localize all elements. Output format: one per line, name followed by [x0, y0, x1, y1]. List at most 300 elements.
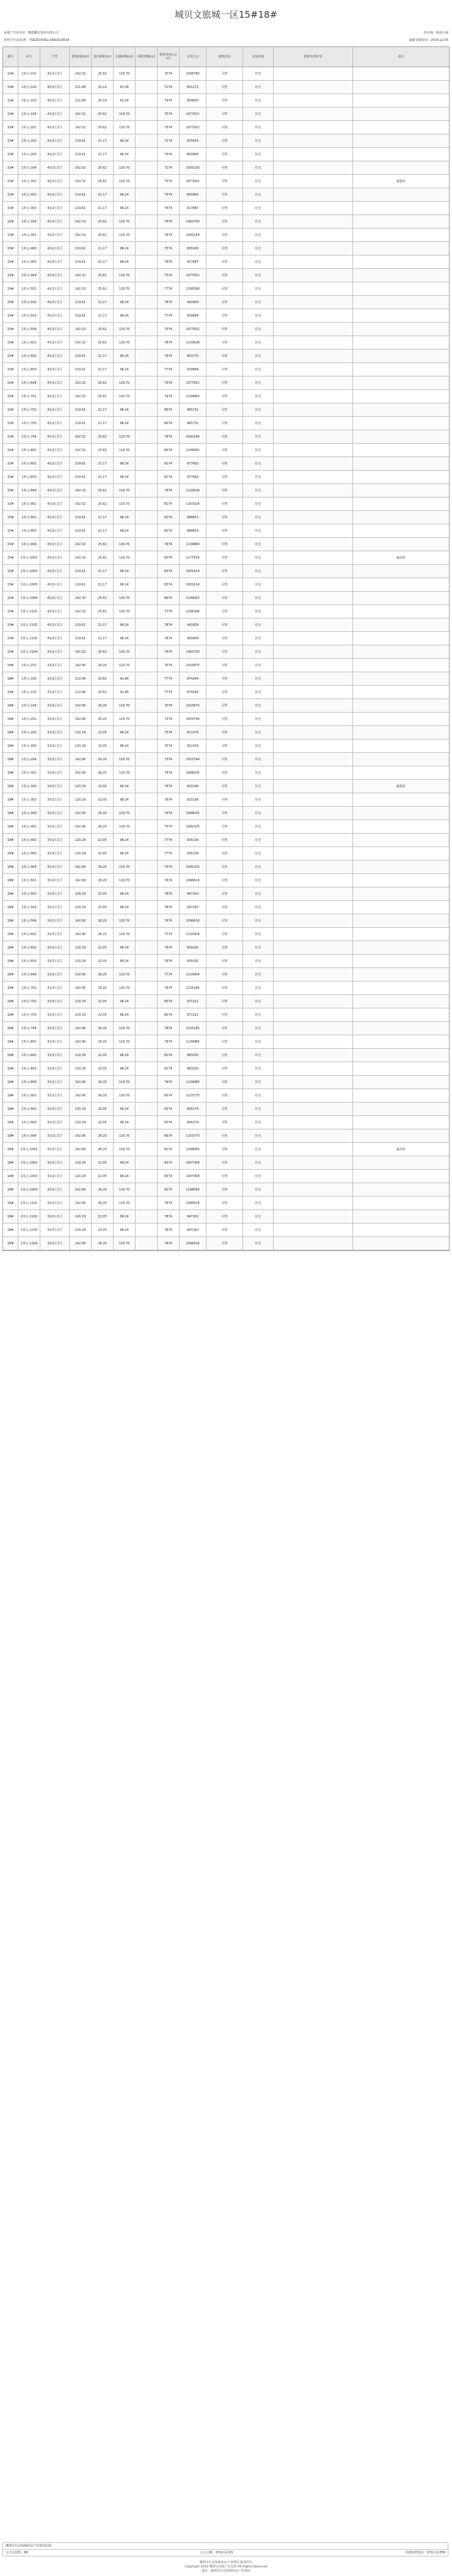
table-cell: 120.29 [70, 780, 92, 793]
table-cell: 116.70 [114, 699, 136, 712]
table-cell: 22.05 [92, 1049, 114, 1062]
table-cell: 3室2厅2卫 [40, 766, 70, 779]
table-cell: 3室2厅2卫 [40, 834, 70, 846]
table-cell [274, 861, 353, 873]
table-cell [274, 1022, 353, 1035]
table-cell: 983250 [180, 1062, 206, 1075]
table-cell: 4室2厅2卫 [40, 323, 70, 336]
table-cell [136, 161, 158, 174]
table-cell: 1153775 [180, 1089, 206, 1102]
table-cell: 26.20 [92, 699, 114, 712]
table-cell: 18# [3, 1049, 18, 1062]
table-cell: 7474 [158, 188, 180, 201]
table-cell [274, 215, 353, 228]
table-cell: 26.20 [92, 1143, 114, 1156]
table-cell: 116.70 [114, 1183, 136, 1196]
table-cell: 可售 [206, 914, 243, 927]
table-cell: 1001614 [180, 565, 206, 578]
table-cell: 98.24 [114, 188, 136, 201]
table-cell: 住宅 [243, 753, 274, 766]
table-row [3, 1129, 449, 1143]
table-cell: 18# [3, 699, 18, 712]
table-cell [353, 269, 449, 282]
table-cell: 142.32 [70, 484, 92, 497]
table-cell: 1035235 [180, 161, 206, 174]
table-cell: 3室2厅2卫 [40, 847, 70, 860]
table-cell: 120.29 [70, 1103, 92, 1115]
table-cell: 3室2厅2卫 [40, 1022, 70, 1035]
table-cell: 4室2厅2卫 [40, 524, 70, 537]
table-cell: 947163 [180, 1210, 206, 1223]
table-cell: 116.70 [114, 390, 136, 403]
table-cell: 893965 [180, 188, 206, 201]
table-cell: 住宅 [243, 1049, 274, 1062]
table-cell [353, 578, 449, 591]
table-cell: 1007308 [180, 1170, 206, 1183]
table-cell [274, 417, 353, 430]
table-cell [274, 766, 353, 779]
table-cell [353, 672, 449, 685]
table-cell: 25.62 [92, 390, 114, 403]
table-cell: 116.70 [114, 766, 136, 779]
table-cell: 可售 [206, 1170, 243, 1183]
table-cell: 7774 [158, 605, 180, 618]
table-cell: 4室2厅2卫 [40, 282, 70, 295]
table-cell [274, 1035, 353, 1048]
table-row [3, 417, 449, 430]
table-cell: 7974 [158, 955, 180, 967]
table-cell: 7174 [158, 81, 180, 94]
table-cell: 1单元-801 [18, 444, 40, 457]
table-cell: 可售 [206, 968, 243, 981]
table-cell: 142.32 [70, 282, 92, 295]
table-cell: 3室2厅2卫 [40, 1116, 70, 1129]
table-cell: 1092164 [180, 229, 206, 241]
table-cell: 可售 [206, 955, 243, 967]
table-cell: 住宅 [243, 511, 274, 524]
table-cell: 120.29 [70, 1224, 92, 1236]
table-cell: 住宅 [243, 1183, 274, 1196]
table-cell: 3室2厅2卫 [40, 739, 70, 752]
table-cell [274, 565, 353, 578]
table-cell: 21.17 [92, 363, 114, 376]
table-cell: 21.17 [92, 565, 114, 578]
table-cell: 可售 [206, 202, 243, 215]
table-cell: 最低价 [396, 784, 406, 788]
table-cell [353, 820, 449, 833]
table-cell: 住宅 [243, 578, 274, 591]
table-cell: 3室2厅2卫 [40, 874, 70, 887]
table-cell [353, 618, 449, 631]
table-cell: 可售 [206, 1156, 243, 1169]
table-cell [274, 1116, 353, 1129]
table-cell: 941809 [180, 296, 206, 309]
table-cell [353, 793, 449, 806]
table-cell: 116.70 [114, 108, 136, 120]
table-cell: 1077931 [180, 323, 206, 336]
table-cell [136, 67, 158, 80]
table-cell [274, 444, 353, 457]
table-cell: 7574 [158, 861, 180, 873]
table-cell [353, 1237, 449, 1250]
table-cell: 1096616 [180, 1237, 206, 1250]
table-cell: 7274 [158, 161, 180, 174]
table-cell: 7874 [158, 1022, 180, 1035]
table-cell: 住宅 [243, 390, 274, 403]
table-cell: 142.32 [70, 538, 92, 551]
table-cell: 116.70 [114, 1197, 136, 1209]
table-row [3, 645, 449, 659]
table-cell: 1106396 [180, 605, 206, 618]
table-cell: 116.70 [114, 269, 136, 282]
table-cell: 1110904 [180, 928, 206, 941]
table-cell [136, 94, 158, 107]
table-cell: 142.90 [70, 766, 92, 779]
table-cell [274, 551, 353, 564]
table-cell [274, 632, 353, 645]
table-cell: 住宅 [243, 659, 274, 672]
table-row [3, 861, 449, 874]
table-cell: 15# [3, 202, 18, 215]
table-cell: 7574 [158, 376, 180, 389]
table-cell [353, 323, 449, 336]
table-cell: 98.24 [114, 350, 136, 362]
table-cell: 4室2厅2卫 [40, 403, 70, 416]
table-cell: 142.90 [70, 982, 92, 994]
table-cell: 1单元-202 [18, 726, 40, 739]
table-cell [274, 955, 353, 967]
table-cell: 18# [3, 713, 18, 725]
table-cell: 18# [3, 901, 18, 914]
table-cell: 7674 [158, 1237, 180, 1250]
table-cell: 4室2厅2卫 [40, 94, 70, 107]
table-cell: 住宅 [243, 94, 274, 107]
table-row [3, 726, 449, 739]
table-cell: 1单元-1004 [18, 1183, 40, 1196]
table-cell: 可售 [206, 632, 243, 645]
table-body [3, 67, 449, 1250]
table-cell: 3室2厅2卫 [40, 968, 70, 981]
table-cell: 8374 [158, 565, 180, 578]
table-row [3, 1170, 449, 1183]
table-cell [136, 672, 158, 685]
table-cell [353, 739, 449, 752]
table-cell: 7674 [158, 430, 180, 443]
table-cell: 3室2厅2卫 [40, 928, 70, 941]
table-cell: 917887 [180, 202, 206, 215]
table-cell: 8274 [158, 1116, 180, 1129]
table-cell: 可售 [206, 524, 243, 537]
table-cell [274, 121, 353, 134]
table-cell: 120.29 [70, 1156, 92, 1169]
table-cell: 1010875 [180, 699, 206, 712]
table-cell [136, 834, 158, 846]
table-row [3, 376, 449, 390]
table-cell: 3室2厅2卫 [40, 1156, 70, 1169]
table-cell [136, 861, 158, 873]
table-row [3, 887, 449, 901]
table-cell: 18# [3, 928, 18, 941]
table-cell: 26.20 [92, 820, 114, 833]
table-cell [353, 390, 449, 403]
table-cell: 1149092 [180, 592, 206, 604]
table-cell: 120.29 [70, 887, 92, 900]
table-cell: 111.68 [70, 81, 92, 94]
table-cell [353, 202, 449, 215]
table-cell: 142.90 [70, 968, 92, 981]
table-cell: 3室2厅2卫 [40, 861, 70, 873]
table-cell: 98.24 [114, 471, 136, 483]
table-cell: 住宅 [243, 686, 274, 699]
table-row [3, 403, 449, 417]
table-cell: 15# [3, 605, 18, 618]
table-cell: 住宅 [243, 941, 274, 954]
table-cell [353, 901, 449, 914]
table-cell: 1单元-502 [18, 887, 40, 900]
table-cell: 1134860 [180, 390, 206, 403]
table-cell: 119.61 [70, 565, 92, 578]
table-cell [353, 699, 449, 712]
table-cell: 可售 [206, 780, 243, 793]
table-cell: 26.20 [92, 659, 114, 672]
table-cell: 住宅 [243, 484, 274, 497]
table-cell: 8174 [158, 471, 180, 483]
table-cell: 4室2厅2卫 [40, 565, 70, 578]
table-cell: 1单元-803 [18, 1062, 40, 1075]
table-cell: 可售 [206, 820, 243, 833]
table-cell: 21.17 [92, 350, 114, 362]
table-cell [274, 471, 353, 483]
table-cell: 98.24 [114, 726, 136, 739]
table-cell: 142.32 [70, 551, 92, 564]
table-cell [136, 766, 158, 779]
table-row [3, 484, 449, 497]
table-cell: 22.05 [92, 995, 114, 1008]
table-cell: 98.24 [114, 887, 136, 900]
table-cell: 住宅 [243, 565, 274, 578]
table-cell: 7874 [158, 1224, 180, 1236]
info-row-2 [0, 37, 452, 44]
table-cell: 116.70 [114, 1076, 136, 1088]
table-cell: 119.61 [70, 417, 92, 430]
table-cell: 25.62 [92, 538, 114, 551]
table-cell: 3室2厅2卫 [40, 1076, 70, 1088]
table-cell: 22.05 [92, 793, 114, 806]
table-cell: 可售 [206, 874, 243, 887]
table-cell: 3室2厅2卫 [40, 1170, 70, 1183]
table-cell: 15# [3, 551, 18, 564]
table-cell: 可售 [206, 726, 243, 739]
table-cell [136, 1129, 158, 1142]
table-row [3, 995, 449, 1008]
table-cell [136, 1143, 158, 1156]
table-cell: 1单元-603 [18, 955, 40, 967]
table-cell: 7474 [158, 645, 180, 658]
table-cell [353, 753, 449, 766]
table-cell: 7774 [158, 309, 180, 322]
table-cell: 1单元-204 [18, 161, 40, 174]
table-cell: 4室2厅2卫 [40, 336, 70, 349]
table-cell [136, 982, 158, 994]
table-cell: 25.62 [92, 551, 114, 564]
table-cell: 7874 [158, 901, 180, 914]
table-cell [274, 457, 353, 470]
table-cell: 4室2厅2卫 [40, 551, 70, 564]
table-cell: 1单元-401 [18, 820, 40, 833]
table-cell: 18# [3, 1224, 18, 1236]
table-cell: 116.70 [114, 605, 136, 618]
table-cell: 8074 [158, 1008, 180, 1021]
table-cell: 1010875 [180, 659, 206, 672]
table-row [3, 511, 449, 524]
table-cell: 1092164 [180, 430, 206, 443]
table-cell: 120.29 [70, 726, 92, 739]
table-cell: 4室2厅2卫 [40, 255, 70, 268]
table-row [3, 874, 449, 887]
table-cell: 4室2厅2卫 [40, 269, 70, 282]
table-cell: 120.29 [70, 739, 92, 752]
table-cell: 25.62 [92, 336, 114, 349]
table-cell: 1139485 [180, 1035, 206, 1048]
table-cell: 15# [3, 524, 18, 537]
table-cell: 98.24 [114, 1170, 136, 1183]
table-cell: 1单元-1103 [18, 1224, 40, 1236]
table-cell: 119.61 [70, 632, 92, 645]
table-cell: 3室2厅2卫 [40, 686, 70, 699]
table-cell: 15# [3, 296, 18, 309]
table-row [3, 323, 449, 336]
table-cell: 1单元-1001 [18, 1143, 40, 1156]
table-cell: 8274 [158, 511, 180, 524]
table-cell: 7974 [158, 1035, 180, 1048]
table-cell: 15# [3, 229, 18, 241]
table-cell: 111.68 [70, 94, 92, 107]
table-cell: 26.20 [92, 807, 114, 820]
table-cell: 住宅 [243, 269, 274, 282]
table-cell: 142.90 [70, 1143, 92, 1156]
table-row [3, 94, 449, 108]
table-cell: 971221 [180, 1008, 206, 1021]
table-cell: 21.17 [92, 511, 114, 524]
table-cell: 住宅 [243, 1035, 274, 1048]
table-cell: 可售 [206, 148, 243, 161]
table-row [3, 444, 449, 457]
table-cell: 26.20 [92, 753, 114, 766]
table-row [3, 551, 449, 565]
table-row [3, 1089, 449, 1103]
table-cell [136, 484, 158, 497]
table-cell [353, 108, 449, 120]
table-row [3, 282, 449, 296]
table-cell: 26.20 [92, 1035, 114, 1048]
table-row [3, 968, 449, 982]
table-cell: 住宅 [243, 551, 274, 564]
table-row [3, 497, 449, 511]
table-cell: 1单元-203 [18, 148, 40, 161]
table-cell: 15# [3, 430, 18, 443]
table-cell: 1001614 [180, 578, 206, 591]
table-cell: 住宅 [243, 538, 274, 551]
table-cell: 21.17 [92, 524, 114, 537]
footer-total: 合计总套数：88 [5, 2551, 28, 2555]
table-cell: 116.70 [114, 323, 136, 336]
table-cell [353, 565, 449, 578]
table-cell: 住宅 [243, 928, 274, 941]
table-cell: 21.17 [92, 417, 114, 430]
table-cell [274, 820, 353, 833]
table-cell: 116.70 [114, 713, 136, 725]
table-cell: 15# [3, 309, 18, 322]
footer-issuer: 鹰潭市住房保障和房产管理局监制 [5, 2544, 52, 2548]
table-cell: 住宅 [243, 1116, 274, 1129]
table-cell: 4室2厅2卫 [40, 457, 70, 470]
table-cell: 1106396 [180, 282, 206, 295]
table-cell: 25.62 [92, 175, 114, 188]
table-cell: 15# [3, 255, 18, 268]
table-cell: 15# [3, 148, 18, 161]
table-cell [353, 255, 449, 268]
table-cell [353, 968, 449, 981]
table-cell [136, 188, 158, 201]
table-cell: 116.70 [114, 645, 136, 658]
table-cell: 1单元-304 [18, 215, 40, 228]
table-cell [136, 605, 158, 618]
table-cell [274, 1049, 353, 1062]
table-cell: 1单元-1003 [18, 1170, 40, 1183]
table-cell: 112.46 [70, 686, 92, 699]
table-cell: 116.70 [114, 282, 136, 295]
table-cell: 26.20 [92, 766, 114, 779]
table-cell: 住宅 [243, 874, 274, 887]
table-cell: 可售 [206, 1183, 243, 1196]
table-cell: 住宅 [243, 605, 274, 618]
table-cell [274, 403, 353, 416]
table-row [3, 363, 449, 376]
table-cell: 15# [3, 645, 18, 658]
table-cell [353, 766, 449, 779]
table-cell: 住宅 [243, 901, 274, 914]
table-cell: 21.17 [92, 471, 114, 483]
table-cell: 98.24 [114, 941, 136, 954]
table-cell: 可售 [206, 699, 243, 712]
table-row [3, 1156, 449, 1170]
table-cell: 25.62 [92, 484, 114, 497]
table-cell: 1125195 [180, 982, 206, 994]
table-cell: 874264 [180, 672, 206, 685]
table-cell: 住宅 [243, 1143, 274, 1156]
table-cell: 3室2厅2卫 [40, 1237, 70, 1250]
table-cell: 1单元-601 [18, 928, 40, 941]
table-cell [274, 901, 353, 914]
table-cell: 8374 [158, 1156, 180, 1169]
table-cell [274, 296, 353, 309]
table-cell [274, 982, 353, 994]
table-cell: 120.29 [70, 901, 92, 914]
table-cell: 26.20 [92, 874, 114, 887]
table-row [3, 847, 449, 861]
table-cell [274, 1008, 353, 1021]
table-cell: 1单元-801 [18, 1035, 40, 1048]
table-cell: 1单元-401 [18, 229, 40, 241]
table-cell: 8274 [158, 551, 180, 564]
table-cell: 住宅 [243, 161, 274, 174]
table-cell: 1单元-104 [18, 699, 40, 712]
table-cell [136, 363, 158, 376]
table-cell: 可售 [206, 1035, 243, 1048]
table-cell [274, 874, 353, 887]
table-cell: 98.24 [114, 1049, 136, 1062]
table-cell [274, 376, 353, 389]
